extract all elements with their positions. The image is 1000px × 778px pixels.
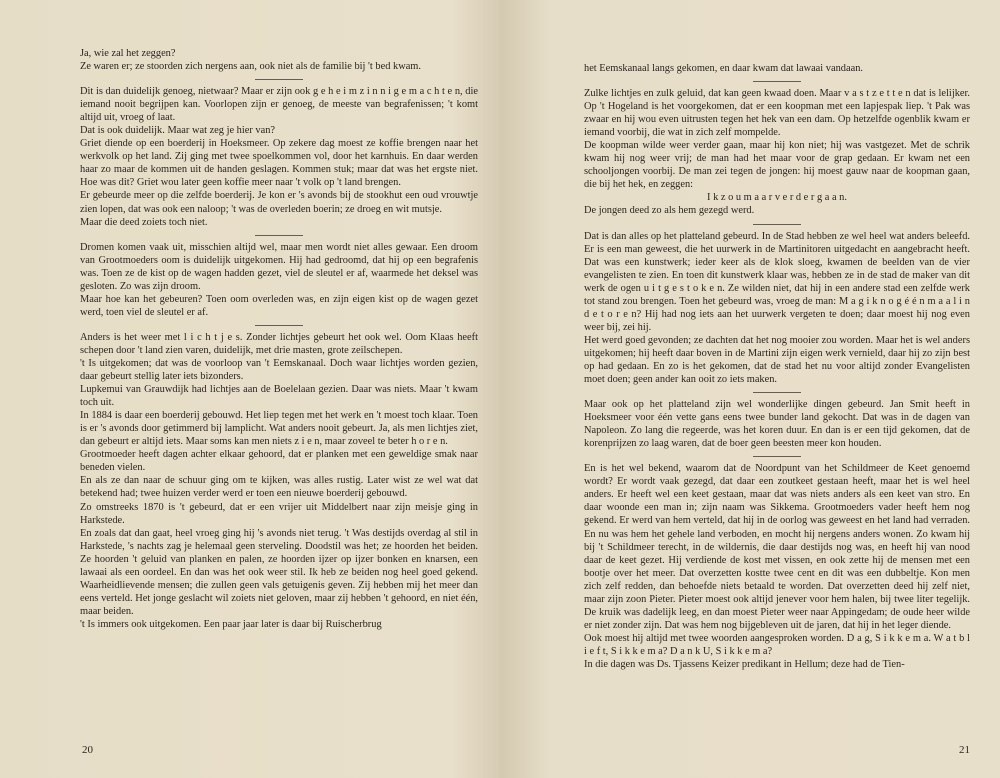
section-divider xyxy=(753,81,801,82)
section-divider xyxy=(255,79,303,80)
paragraph: Dit is dan duidelijk genoeg, nietwaar? Maar er zijn ook g e h e i m z i n n i g e m a c h t e n, die iemand nooit begrijpen kan. Voorlopen zijn er genoeg, de meeste van begrafenissen; 't komt altijd uit, vroeg of laat. xyxy=(80,86,478,124)
paragraph: Ook moest hij altijd met twee woorden aangesproken worden. D a g, S i k k e m a. W a t b l i e f t, S i k k e m a? D a n k U, S i k k e m a? xyxy=(584,632,970,657)
paragraph: Maar ook op het platteland zijn wel wonderlijke dingen gebeurd. Jan Smit heeft in Hoeksmeer voor één vette gans eens twee bunder land gekocht. Dat was in de dagen van Napoleon. Zo lang die regeerde, was het koren duur. En dan is er een tijd gekomen, dat de korenprijzen zo laag waren, dat de boer geen beesten meer kon houden. xyxy=(584,399,970,450)
section-divider xyxy=(255,325,303,326)
paragraph: 't Is uitgekomen; dat was de voorloop van 't Eemskanaal. Doch waar lichtjes worden gezien, daar gebeurt stellig later iets bizonders. xyxy=(80,357,478,383)
paragraph: Griet diende op een boerderij in Hoeksmeer. Op zekere dag moest ze koffie brengen naar het werkvolk op het land. Zij ging met twee spoelkommen vol, door het karnhuis. En daar werden haar zo maar de kommen uit de handen geslagen. Kommen stuk; maar dat was het ergste niet. Hoe was dit? Griet wou later geen koffie meer naar 't volk op 't land brengen. xyxy=(80,138,478,189)
paragraph: het Eemskanaal langs gekomen, en daar kwam dat lawaai vandaan. xyxy=(584,63,863,74)
paragraph: Ze waren er; ze stoorden zich nergens aan, ook niet als de familie bij 't bed kwam. xyxy=(80,61,421,73)
section-divider xyxy=(753,224,801,225)
paragraph: Dromen komen vaak uit, misschien altijd wel, maar men wordt niet alles gewaar. Een droom van Grootmoeders oom is duidelijk uitgekomen. Hij had gedroomd, dat hij op een begrafenis was. Toen ze de kist op de wagen hadden gezet, viel de sleutel er af, waarmede het deksel was gesloten. Zo was zijn droom. xyxy=(80,241,478,292)
paragraph: Lupkemui van Grauwdijk had lichtjes aan de Boelelaan gezien. Daar was niets. Maar 't kwam toch uit. xyxy=(80,384,478,409)
section-divider xyxy=(753,392,801,393)
paragraph: En is het wel bekend, waarom dat de Noordpunt van het Schildmeer de Keet genoemd wordt? Er wordt vaak gezegd, dat daar een zoutkeet gestaan heeft, maar het is wel heel anders. Er heeft wel een keet gestaan, maar dat was niets anders als een keet van stro. En daar woonde een man in; zijn naam was Sikkema. Grootmoeders vader heeft hem nog gekend. Er werd van hem verteld, dat hij in de oorlog was geweest en het land had verraden. En nu was hem het gehele land verboden, en mocht hij nergens anders wonen. Zo kwam hij bij 't Schildmeer terecht, in de wildernis, die daar destijds nog was, en heeft hij van nood daar de keet gezet. Hij verdiende de kost met vissen, en ook zette hij de mensen met een bootje over het meer. Dat overzetten kostte twee cent en dit was een dubbeltje. Kon men zich zelf redden, dan behoefde niets betaald te worden. Dat overzetten deed hij zelf niet, maar zijn zoon Pieter. Pieter moest ook altijd jenever voor hem halen, bij twee liter tegelijk. De kruik was dadelijk leeg, en dan moest Pieter weer naar Appingedam; de oude heer wilde er niet zonder zijn. Dat was hem nog bijgebleven uit de jaren, dat hij in het leger diende. xyxy=(584,463,970,631)
right-page-text xyxy=(584,62,970,671)
paragraph: In 1884 is daar een boerderij gebouwd. Het liep tegen met het werk en 't moest toch klaar. Toen is er 's avonds door getimmerd bij lamplicht. Wat anders nooit gebeurt. Ja, als men lichtjes ziet, dan gebeurt er altijd iets. Maar soms kan men niets z i e n, maar zoveel te beter h o r e n. xyxy=(80,410,478,448)
paragraph: Grootmoeder heeft dagen achter elkaar gehoord, dat er planken met een geweldige smak naar beneden vielen. xyxy=(80,449,478,474)
section-divider xyxy=(255,235,303,236)
paragraph: In die dagen was Ds. Tjassens Keizer predikant in Hellum; deze had de Tien- xyxy=(584,658,905,670)
paragraph: 't Is immers ook uitgekomen. Een paar jaar later is daar bij Ruischerbrug xyxy=(80,618,382,630)
paragraph: Het werd goed gevonden; ze dachten dat het nog mooier zou worden. Maar het is wel anders uitgekomen; hij heeft daar boven in de Martini zijn eigen werk vernield, daar hij zo zijn best op had gedaan. En zo is het gekomen, dat de stad het nu voor altijd zonder Evangelisten moet doen; geen ander kan ooit zo iets maken. xyxy=(584,334,970,386)
paragraph: En als ze dan naar de schuur ging om te kijken, was alles rustig. Later wist ze wel wat dat betekend had; twee huizen verder werd er toen een nieuwe boerderij gebouwd. xyxy=(80,475,478,500)
paragraph: En zoals dat dan gaat, heel vroeg ging hij 's avonds niet terug. 't Was destijds overdag al stil in Harkstede, 's nachts zag je helemaal geen sterveling. Doodstil was het; ze hoorden het beiden. Ze hoorden 't geluid van planken en palen, ze hoorden ijzer op ijzer bonken en knarsen, een lawaai als een oordeel. En dan was het ook weer stil. Ik heb ze beiden nog heel goed gekend. Waarheidlievende mensen; die zullen geen vals getuigenis geven. Zij hebben mij het meer dan eens verteld. Het jonge geslacht wil zoiets niet geloven, maar zij hebben 't gehoord, en niet één, maar beiden. xyxy=(80,527,478,617)
paragraph: Dat is ook duidelijk. Maar wat zeg je hier van? xyxy=(80,125,276,137)
paragraph: Ja, wie zal het zeggen? xyxy=(80,48,176,59)
paragraph: Maar hoe kan het gebeuren? Toen oom overleden was, en zijn eigen kist op de wagen gezet werd, toen viel de sleutel er af. xyxy=(80,293,478,318)
section-divider xyxy=(753,456,801,457)
paragraph: Er gebeurde meer op die zelfde boerderij. Je kon er 's avonds bij de stookhut een oud vrouwtje zien lopen, dat was ook een naloop; 't was de overleden boerin; ze droeg en wit mutsje. xyxy=(80,190,478,215)
paragraph: Anders is het weer met l i c h t j e s. Zonder lichtjes gebeurt het ook wel. Oom Klaas heeft schepen door 't land zien varen, duidelijk, met drie masten, grote zeilschepen. xyxy=(80,331,478,356)
paragraph: I k z o u m a a r v e r d e r g a a n. xyxy=(707,192,847,204)
paragraph: Dat is dan alles op het platteland gebeurd. In de Stad hebben ze wel heel wat anders beleefd. Er is een man geweest, die het uurwerk in de Martinitoren uitgedacht en aangebracht heeft. Dat was een kunstwerk; ieder keer als de klok sloeg, kwamen de beelden van de vier evangelisten te zien. En toen dit kunstwerk klaar was, hebben ze in de stad de maker van dit werk de ogen u i t g e s t o k e n. Ze wilden niet, dat hij in een andere stad een zelfde werk tot stand zou brengen. Toen het gebeurd was, vroeg de man: M a g i k n o g é é n m a a l i n d e t o r e n? Hij had nog iets aan het uurwerk vergeten te doen; daar moest hij nog even weer bij, zei hij. xyxy=(584,230,970,333)
paragraph: Zo omstreeks 1870 is 't gebeurd, dat er een vrijer uit Middelbert naar zijn meisje ging in Harkstede. xyxy=(80,501,478,526)
left-page-number: 20 xyxy=(82,744,93,756)
right-page-number: 21 xyxy=(959,744,970,756)
paragraph: Maar die deed zoiets toch niet. xyxy=(80,216,208,228)
paragraph: De jongen deed zo als hem gezegd werd. xyxy=(584,205,755,217)
left-page-text xyxy=(80,47,478,631)
right-page xyxy=(500,0,1000,778)
paragraph: Zulke lichtjes en zulk geluid, dat kan geen kwaad doen. Maar v a s t z e t t e n dat is lelijker. Op 't Hogeland is het voorgekomen, dat er een koopman met een lapjespak liep. 't Pak was zwaar en hij wou even uitrusten tegen het hek van een dam. Op hetzelfde ogenblik kwam er iemand voorbij, die wat in zich zelf mompelde. xyxy=(584,88,970,139)
paragraph: De koopman wilde weer verder gaan, maar hij kon niet; hij was vastgezet. Met de schrik kwam hij nog weer vrij; de man had het maar voor de grap gedaan. Er kwam net een schooljongen voorbij. De man zei tegen de jongen: hij moest gauw naar de koopman gaan, die bij het hek, en zeggen: xyxy=(584,140,970,191)
